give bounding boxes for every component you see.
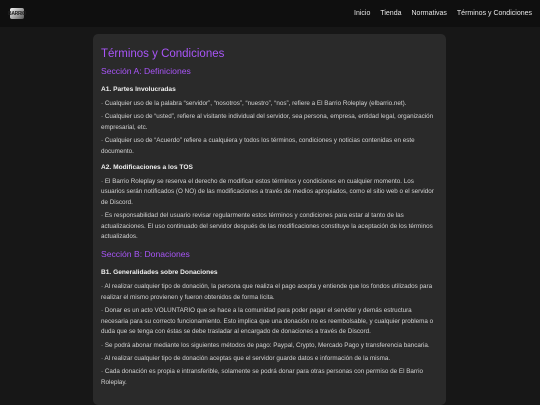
site-logo[interactable] xyxy=(10,8,24,19)
top-navbar xyxy=(0,0,540,27)
paragraph: · Cualquier uso de “Acuerdo” refiere a cualquiera y todos los términos, condiciones y noticias contenidas en este documento. xyxy=(101,137,415,155)
paragraph: · Al realizar cualquier tipo de donación aceptas que el servidor guarde datos e información de la misma. xyxy=(101,354,391,362)
paragraph: · Donar es un acto VOLUNTARIO que se hace a la comunidad para poder pagar el servidor y demás estructura necesaria para su correcto funcionamiento. Esto implica que una donación no es reembolsable, y cualquier problema o duda que se tenga con éstas se debe trasladar al encargado de donaciones a través de Discord. xyxy=(101,307,434,336)
nav-link-normativas[interactable]: Normativas xyxy=(411,10,447,17)
nav-link-terminos[interactable]: Términos y Condiciones xyxy=(456,10,532,17)
paragraph: · Cualquier uso de “usted”, refiere al visitante individual del servidor, sea persona, empresa, entidad legal, organización empresarial, etc. xyxy=(101,113,434,131)
main-nav xyxy=(354,10,532,17)
section-a-heading: Sección A: Definiciones xyxy=(101,66,191,76)
paragraph: · El Barrio Roleplay se reserva el derecho de modificar estos términos y condiciones en cualquier momento. Los usuarios serán notificados (O NO) de las modificaciones a través de medios apropiados, como el sitio web o el servidor de Discord. xyxy=(101,178,434,206)
nav-link-tienda[interactable]: Tienda xyxy=(380,10,402,17)
subsection-b1-title: B1. Generalidades sobre Donaciones xyxy=(101,269,218,277)
paragraph: · Al realizar cualquier tipo de donación, la persona que realiza el pago acepta y entiende que los fondos utilizados para realizar el mismo provienen y fueron obtenidos de forma lícita. xyxy=(101,283,433,301)
section-b-heading: Sección B: Donaciones xyxy=(101,249,190,260)
nav-link-inicio[interactable]: Inicio xyxy=(354,10,371,17)
logo-text: BARRIO xyxy=(8,10,26,17)
terms-card xyxy=(93,34,446,405)
paragraph: · Cualquier uso de la palabra “servidor”, “nosotros”, “nuestro”, “nos”, refiere a El Barrio Roleplay (elbarrio.net). xyxy=(101,100,407,107)
subsection-a2-title: A2. Modificaciones a los TOS xyxy=(101,164,193,172)
paragraph: · Se podrá abonar mediante los siguientes métodos de pago: Paypal, Crypto, Mercado Pago y transferencia bancaria. xyxy=(101,341,430,349)
paragraph: · Es responsabilidad del usuario revisar regularmente estos términos y condiciones para estar al tanto de las actualizaciones. El uso continuado del servidor después de las modificaciones constituye la aceptación de los términos actualizados. xyxy=(101,212,433,241)
paragraph: · Cada donación es propia e intransferible, solamente se podrá donar para otras personas con permiso de El Barrio Roleplay. xyxy=(101,368,424,386)
page-title: Términos y Condiciones xyxy=(101,48,225,60)
subsection-a1-title: A1. Partes Involucradas xyxy=(101,86,176,93)
